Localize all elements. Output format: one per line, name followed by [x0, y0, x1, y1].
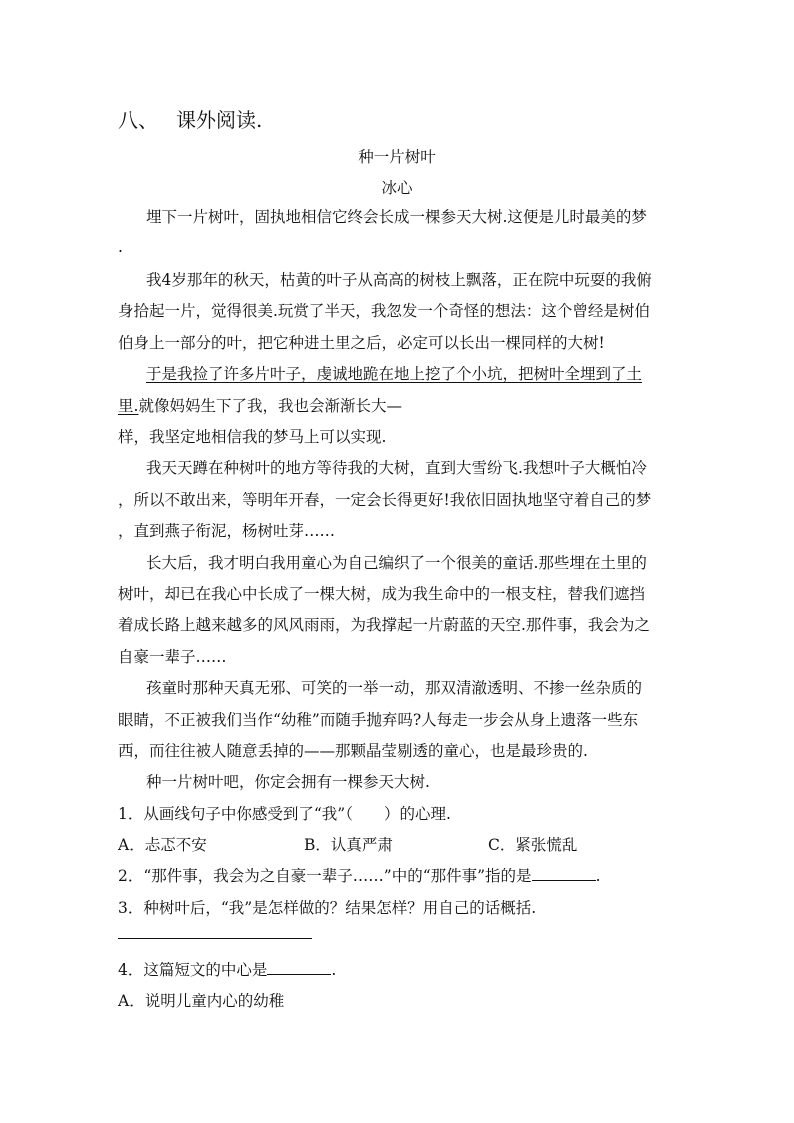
underlined-sentence: 于是我捡了许多片叶子，虔诚地跪在地上挖了个小坑，把树叶全埋到了土: [146, 365, 643, 383]
article-title: 种一片树叶: [358, 148, 436, 166]
question-4-text: 4．这篇短文的中心是: [118, 961, 268, 979]
paragraph-line: 树叶，却已在我心中长成了一棵大树，成为我生命中的一根支柱，替我们遮挡: [118, 585, 646, 603]
paragraph-line: ，直到燕子衔泥，杨树吐芽……: [118, 522, 336, 540]
paragraph-line: 长大后，我才明白我用童心为自己编织了一个很美的童话.那些埋在土里的: [146, 554, 647, 572]
section-title: 课外阅读.: [176, 108, 263, 132]
section-number: 八、: [118, 108, 158, 132]
paragraph-line: 孩童时那种天真无邪、可笑的一举一动，那双清澈透明、不掺一丝杂质的: [146, 679, 643, 697]
answer-line[interactable]: [118, 938, 312, 939]
paragraph-line: 伯身上一部分的叶，把它种进土里之后，必定可以长出一棵同样的大树!: [118, 334, 605, 352]
paragraph-text: 就像妈妈生下了我，我也会渐渐长大—: [138, 397, 402, 415]
question-2-text: 2．“那件事，我会为之自豪一辈子……”中的“那件事”指的是: [118, 867, 532, 885]
paragraph-line: 眼睛，不正被我们当作“幼稚”而随手抛弃吗?人每走一步会从身上遗落一些东: [118, 711, 639, 729]
article-author: 冰心: [381, 179, 413, 197]
question-2: [118, 864, 601, 886]
question-2-end: .: [595, 867, 601, 885]
paragraph-line: 身拾起一片，觉得很美.玩赏了半天，我忽发一个奇怪的想法：这个曾经是树伯: [118, 302, 650, 320]
answer-blank[interactable]: [267, 960, 331, 975]
underlined-sentence-end: 里.: [118, 397, 139, 415]
option-c: C．紧张慌乱: [488, 836, 578, 854]
paragraph-line: 样，我坚定地相信我的梦马上可以实现.: [118, 428, 387, 446]
paragraph-line: 着成长路上越来越多的风风雨雨，为我撑起一片蔚蓝的天空.那件事，我会为之: [118, 616, 650, 634]
paragraph-line: ，所以不敢出来，等明年开春，一定会长得更好!我依旧固执地坚守着自己的梦: [118, 491, 652, 509]
question-1-options: [118, 833, 577, 855]
paragraph-line: 种一片树叶吧，你定会拥有一棵参天大树.: [146, 773, 430, 791]
answer-blank[interactable]: [532, 866, 596, 881]
section-heading: [118, 104, 262, 133]
paragraph-line: 西，而往往被人随意丢掉的——那颗晶莹剔透的童心，也是最珍贵的.: [118, 742, 588, 760]
question-4-end: .: [331, 961, 337, 979]
paragraph-line: 我天天蹲在种树叶的地方等待我的大树，直到大雪纷飞.我想叶子大概怕冷: [146, 459, 647, 477]
paragraph-line: [118, 394, 402, 416]
question-1: 1．从画线句子中你感受到了“我”（ ）的心理.: [118, 805, 451, 823]
paragraph-line: 我4岁那年的秋天，枯黄的叶子从高高的树枝上飘落，正在院中玩耍的我俯: [146, 271, 652, 289]
paragraph-line: 自豪一辈子……: [118, 648, 227, 666]
option-a: A．忐忑不安: [118, 836, 207, 854]
question-4-option-a: A．说明儿童内心的幼稚: [118, 992, 285, 1010]
option-b: B．认真严肃: [304, 836, 393, 854]
paragraph-line: .: [118, 238, 123, 256]
paragraph-line: 埋下一片树叶，固执地相信它终会长成一棵参天大树.这便是儿时最美的梦: [146, 208, 647, 226]
question-3: 3．种树叶后，“我”是怎样做的？结果怎样？用自己的话概括.: [118, 899, 537, 917]
question-4: [118, 958, 336, 980]
